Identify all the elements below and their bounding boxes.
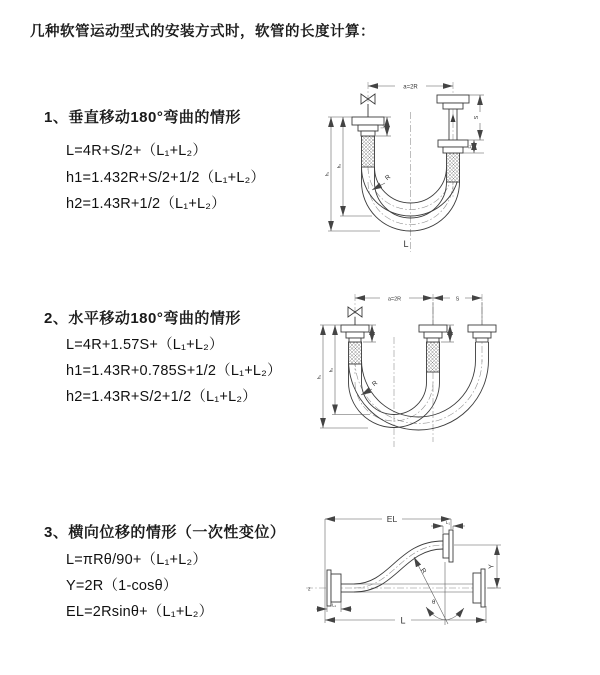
dimension-l1-left <box>316 602 352 612</box>
dim-h2-label: h₂ <box>336 163 342 169</box>
hose-u-bend-positions <box>349 342 489 430</box>
section-3-heading: 3、横向位移的情形（一次性变位） <box>44 524 286 541</box>
flange-upper-right <box>443 530 453 562</box>
movement-arrow-up <box>451 114 456 122</box>
flange-right <box>468 325 496 342</box>
flange-right-top <box>437 95 469 109</box>
diagram-vertical-180-bend <box>310 70 600 265</box>
radius-label: R <box>371 379 380 389</box>
dim-h2-label: h₂ <box>328 367 334 373</box>
dim-l1-right-label: L₁ <box>467 144 472 149</box>
dimension-l1-top <box>431 520 465 533</box>
section-1-formula-h2: h2=1.43R+1/2（L₁+L₂） <box>66 196 226 212</box>
flange-right-lower <box>438 140 468 153</box>
flange-left <box>341 325 369 342</box>
dim-h1-label: h₁ <box>316 374 322 380</box>
length-label: L <box>403 239 409 249</box>
hose-s-curve <box>354 541 443 592</box>
dim-l-label: L <box>400 615 406 626</box>
dim-y-label: Y <box>488 564 496 569</box>
section-2-heading: 2、水平移动180°弯曲的情形 <box>44 310 241 327</box>
radius-callout <box>361 379 379 395</box>
braid-section-left <box>349 342 362 364</box>
angle-construction <box>414 557 464 625</box>
dimension-span <box>368 85 453 91</box>
centerlines <box>355 294 482 447</box>
section-2-formula-h2: h2=1.43R+S/2+1/2（L₁+L₂） <box>66 389 257 405</box>
dim-l1-top-label: L₁ <box>445 520 451 525</box>
section-3-formula-el: EL=2Rsinθ+（L₁+L₂） <box>66 604 214 620</box>
diagram-horizontal-180-bend <box>310 282 600 462</box>
braid-section-left <box>362 136 375 167</box>
dim-s-label: S <box>474 115 480 120</box>
flange-middle <box>419 325 447 342</box>
dim-span-label: a=2R <box>403 84 418 91</box>
section-1-formula-h1: h1=1.432R+S/2+1/2（L₁+L₂） <box>66 170 266 186</box>
section-3-formula-l: L=πRθ/90+（L₁+L₂） <box>66 552 208 568</box>
braid-section-right <box>447 153 460 182</box>
flange-right-phantom <box>473 569 485 607</box>
section-1-formula-l: L=4R+S/2+（L₁+L₂） <box>66 143 208 159</box>
radius-label: R <box>384 173 393 183</box>
dim-l1-left-label: L₁ <box>379 124 385 129</box>
section-1-heading: 1、垂直移动180°弯曲的情形 <box>44 109 241 126</box>
section-2-formula-h1: h1=1.43R+0.785S+1/2（L₁+L₂） <box>66 363 282 379</box>
radius-label: R <box>418 567 428 576</box>
theta-label: θ <box>432 600 436 606</box>
datum-mark: z <box>308 586 311 593</box>
dim-span-label: a=2R <box>387 296 402 303</box>
section-2-formula-l: L=4R+1.57S+（L₁+L₂） <box>66 337 224 353</box>
diagram-lateral-displacement <box>298 505 598 670</box>
page-title: 几种软管运动型式的安装方式时，软管的长度计算： <box>30 24 375 40</box>
dim-s-label: S <box>455 296 460 303</box>
dimension-span <box>355 297 482 326</box>
dim-el-label: EL <box>386 514 398 524</box>
section-3-formula-y: Y=2R（1-cosθ） <box>66 578 178 594</box>
dim-l1-left-label: L₁ <box>331 602 337 608</box>
dim-h1-label: h₁ <box>324 171 330 177</box>
centerlines <box>368 82 453 252</box>
braid-section-middle <box>427 342 440 372</box>
